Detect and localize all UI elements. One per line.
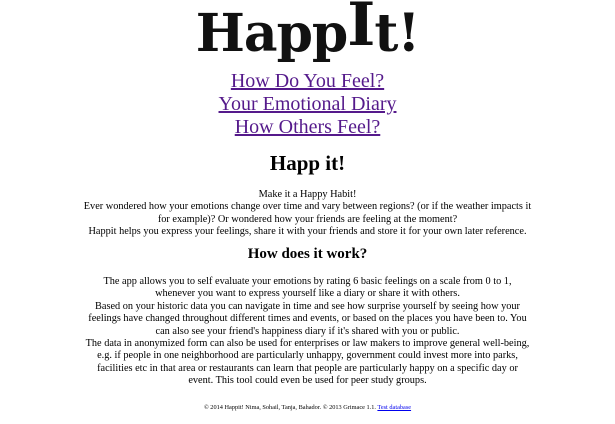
how-text: [85, 276, 530, 388]
happit-logo: [0, 0, 615, 62]
footer-test-database-link[interactable]: Test database: [377, 404, 412, 411]
footer-copyright: © 2014 Happit! Nima, Sohail, Tanja, Bahador. © 2013 Grimace 1.1.: [203, 404, 376, 411]
intro-description: Happit helps you express your feelings, share it with your friends and store it for your own later reference.: [88, 226, 527, 238]
logo-part-t: t!: [374, 3, 420, 64]
logo-part-i: I: [347, 0, 375, 60]
how-paragraph-data: The data in anonymized form can also be used for enterprises or law makers to improve general well-being, e.g. if people in one neighborhood are particularly unhappy, government could invest more into parks, facilities etc in that area or restaurants can learn that people are particularly happy on a specific day or event. This tool could even be used for peer study groups.: [85, 338, 530, 387]
intro-question: Ever wondered how your emotions change over time and vary between regions? (or if the weather impacts it for example)? Or wondered how your friends are feeling at the moment?: [83, 201, 532, 225]
how-title: How does it work?: [247, 246, 368, 262]
intro-text: [80, 189, 535, 239]
how-paragraph-rating: The app allows you to self evaluate your emotions by rating 6 basic feelings on a scale from 0 to 1, whenever you want to express yourself like a diary or share it with others.: [103, 276, 512, 300]
intro-title: Happ it!: [269, 151, 346, 175]
nav-link-how-others-feel[interactable]: How Others Feel?: [234, 116, 381, 138]
logo-text: [196, 0, 419, 65]
intro-tagline: Make it a Happy Habit!: [258, 189, 357, 200]
footer: [0, 403, 615, 412]
nav-link-emotional-diary[interactable]: Your Emotional Diary: [218, 93, 397, 115]
logo-part-happ: Happ: [195, 3, 348, 64]
nav-link-how-do-you-feel[interactable]: How Do You Feel?: [230, 70, 385, 92]
how-paragraph-history: Based on your historic data you can navigate in time and see how surprise yourself by seeing how your feelings have changed throughout different times and events, or based on the places you have been to. You can also see your friend's happiness diary if it's shared with you or public.: [88, 300, 527, 337]
main-nav: [0, 70, 615, 139]
